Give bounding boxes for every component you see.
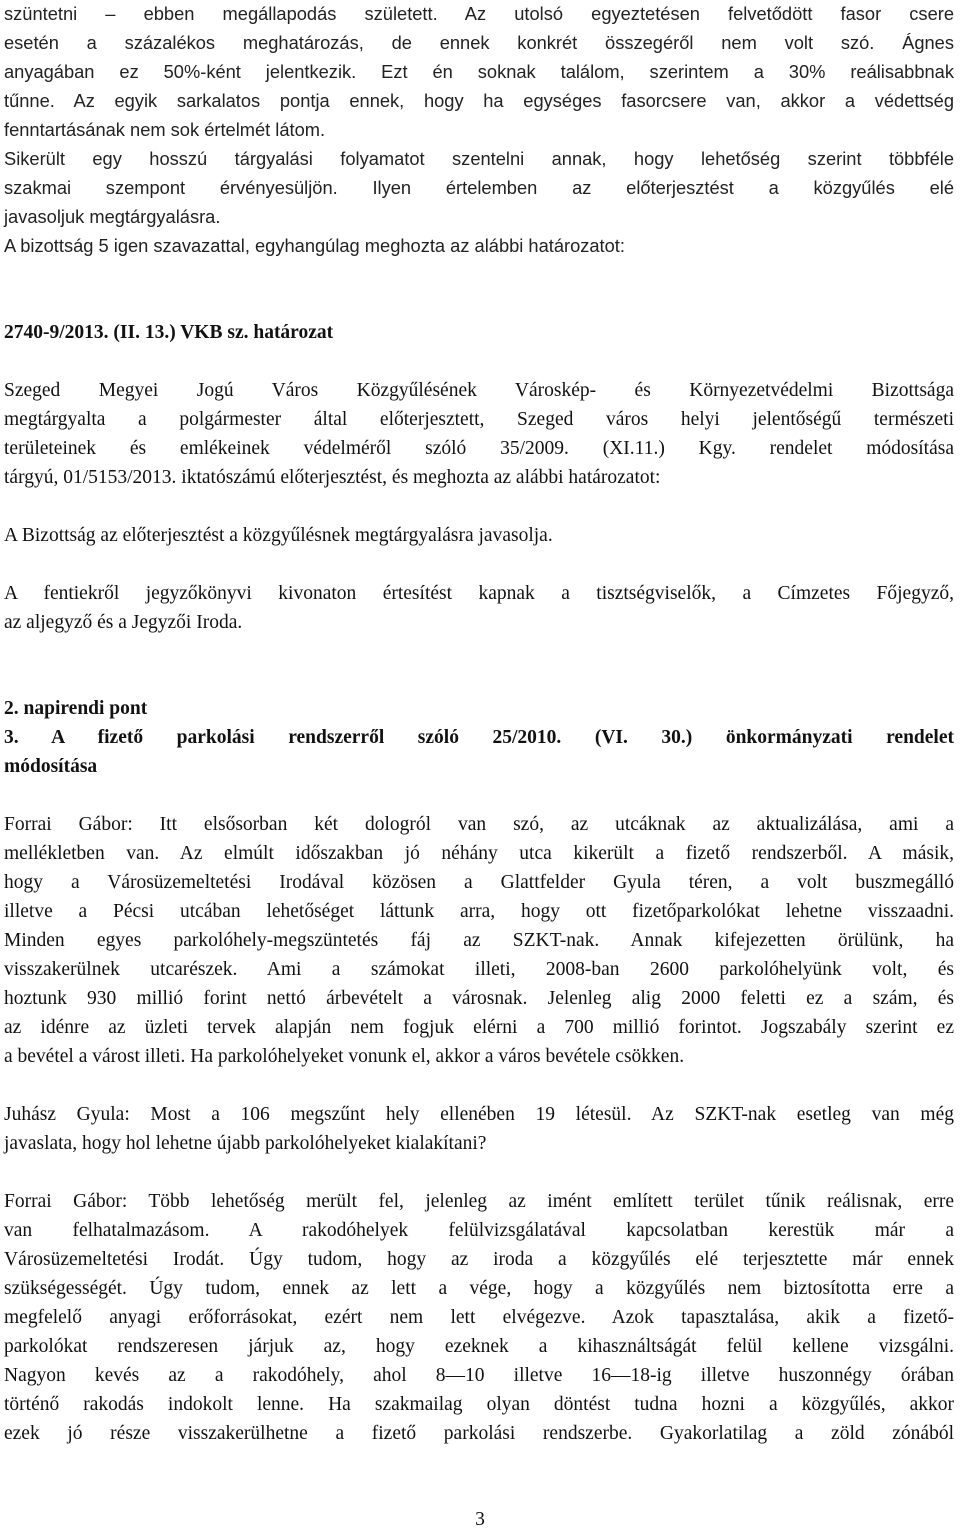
text-line: az idénre az üzleti tervek alapján nem fogjuk elérni a 700 millió forintot. Jogszabály szerint ez <box>4 1017 954 1038</box>
text-line: tárgyú, 01/5153/2013. iktatószámú előterjesztést, és meghozta az alábbi határozatot: <box>4 467 661 488</box>
text-line: Szeged Megyei Jogú Város Közgyűlésének Városkép- és Környezetvédelmi Bizottsága <box>4 380 954 401</box>
text-line: az aljegyző és a Jegyzői Iroda. <box>4 612 243 633</box>
text-line: Juhász Gyula: Most a 106 megszűnt hely ellenében 19 létesül. Az SZKT-nak esetleg van még <box>4 1104 954 1125</box>
text-line: parkolókat rendszeresen járjuk az, hogy ezeknek a kihasználtságát felül kellene vizsgálni. <box>4 1336 954 1357</box>
text-line: A bizottság 5 igen szavazattal, egyhangúlag meghozta az alábbi határozatot: <box>4 235 625 256</box>
text-line: Forrai Gábor: Itt elsősorban két dologról van szó, az utcáknak az aktualizálása, ami a <box>4 814 954 835</box>
agenda-item-heading: módosítása <box>4 756 98 777</box>
text-line: ezek jó része visszakerülhetne a fizető parkolási rendszerbe. Gyakorlatilag a zöld zónából <box>4 1423 954 1444</box>
text-line: A fentiekről jegyzőkönyvi kivonaton értesítést kapnak a tisztségviselők, a Címzetes Főjegyző, <box>4 583 954 604</box>
agenda-item-heading: 3. A fizető parkolási rendszerről szóló 25/2010. (VI. 30.) önkormányzati rendelet <box>4 727 954 748</box>
text-line: javasoljuk megtárgyalásra. <box>4 206 221 227</box>
text-line: megtárgyalta a polgármester által előterjesztett, Szeged város helyi jelentőségű természeti <box>4 409 954 430</box>
text-line: Városüzemeltetési Irodát. Úgy tudom, hogy az iroda a közgyűlés elé terjesztette már ennek <box>4 1249 954 1270</box>
text-line: van felhatalmazásom. A rakodóhelyek felülvizsgálatával kapcsolatban kerestük már a <box>4 1220 954 1241</box>
text-line: fenntartásának nem sok értelmét látom. <box>4 119 326 140</box>
text-line: mellékletben van. Az elmúlt időszakban jó néhány utca kikerült a fizető rendszerből. A másik, <box>4 843 954 864</box>
text-line: esetén a százalékos meghatározás, de ennek konkrét összegéről nem volt szó. Ágnes <box>4 32 954 53</box>
text-line: szüntetni – ebben megállapodás született. Az utolsó egyeztetésen felvetődött fasor csere <box>4 3 954 24</box>
text-line: a bevétel a várost illeti. Ha parkolóhelyeket vonunk el, akkor a város bevétele csökken. <box>4 1046 685 1067</box>
text-line: visszakerülnek utcarészek. Ami a számokat illeti, 2008-ban 2600 parkolóhelyünk volt, és <box>4 959 954 980</box>
page-number: 3 <box>475 1509 485 1530</box>
text-line: A Bizottság az előterjesztést a közgyűlésnek megtárgyalásra javasolja. <box>4 525 553 546</box>
resolution-number: 2740-9/2013. (II. 13.) VKB sz. határozat <box>4 322 334 343</box>
agenda-item-title: 2. napirendi pont <box>4 698 148 719</box>
text-line: illetve a Pécsi utcában lehetőséget láttunk arra, hogy ott fizetőparkolókat lehetne visszaadni. <box>4 901 954 922</box>
text-line: tűnne. Az egyik sarkalatos pontja ennek, hogy ha egységes fasorcsere van, akkor a védettség <box>4 90 954 111</box>
text-line: szakmai szempont érvényesüljön. Ilyen értelemben az előterjesztést a közgyűlés elé <box>4 177 954 198</box>
text-line: anyagában ez 50%-ként jelentkezik. Ezt én soknak találom, szerintem a 30% reálisabbnak <box>4 61 954 82</box>
text-line: megfelelő anyagi erőforrásokat, ezért nem lett elvégezve. Azok tapasztalása, akik a fizető- <box>4 1307 954 1328</box>
text-line: területeinek és emlékeinek védelméről szóló 35/2009. (XI.11.) Kgy. rendelet módosítása <box>4 438 954 459</box>
text-line: Nagyon kevés az a rakodóhely, ahol 8—10 illetve 16—18-ig illetve huszonnégy órában <box>4 1365 954 1386</box>
text-line: történő rakodás indokolt lenne. Ha szakmailag olyan döntést tudna hozni a közgyűlés, akkor <box>4 1394 954 1415</box>
text-line: hogy a Városüzemeltetési Irodával közösen a Glattfelder Gyula téren, a volt buszmegálló <box>4 872 954 893</box>
text-line: hoztunk 930 millió forint nettó árbevételt a városnak. Jelenleg alig 2000 feletti ez a szám, és <box>4 988 954 1009</box>
text-line: Minden egyes parkolóhely-megszüntetés fáj az SZKT-nak. Annak kifejezetten örülünk, ha <box>4 930 954 951</box>
text-line: Sikerült egy hosszú tárgyalási folyamatot szentelni annak, hogy lehetőség szerint többféle <box>4 148 954 169</box>
text-line: javaslata, hogy hol lehetne újabb parkolóhelyeket kialakítani? <box>4 1133 487 1154</box>
text-line: Forrai Gábor: Több lehetőség merült fel, jelenleg az imént említett terület tűnik reálisnak, erre <box>4 1191 954 1212</box>
text-line: szükségességét. Úgy tudom, ennek az lett a vége, hogy a közgyűlés nem biztosította erre a <box>4 1278 954 1299</box>
